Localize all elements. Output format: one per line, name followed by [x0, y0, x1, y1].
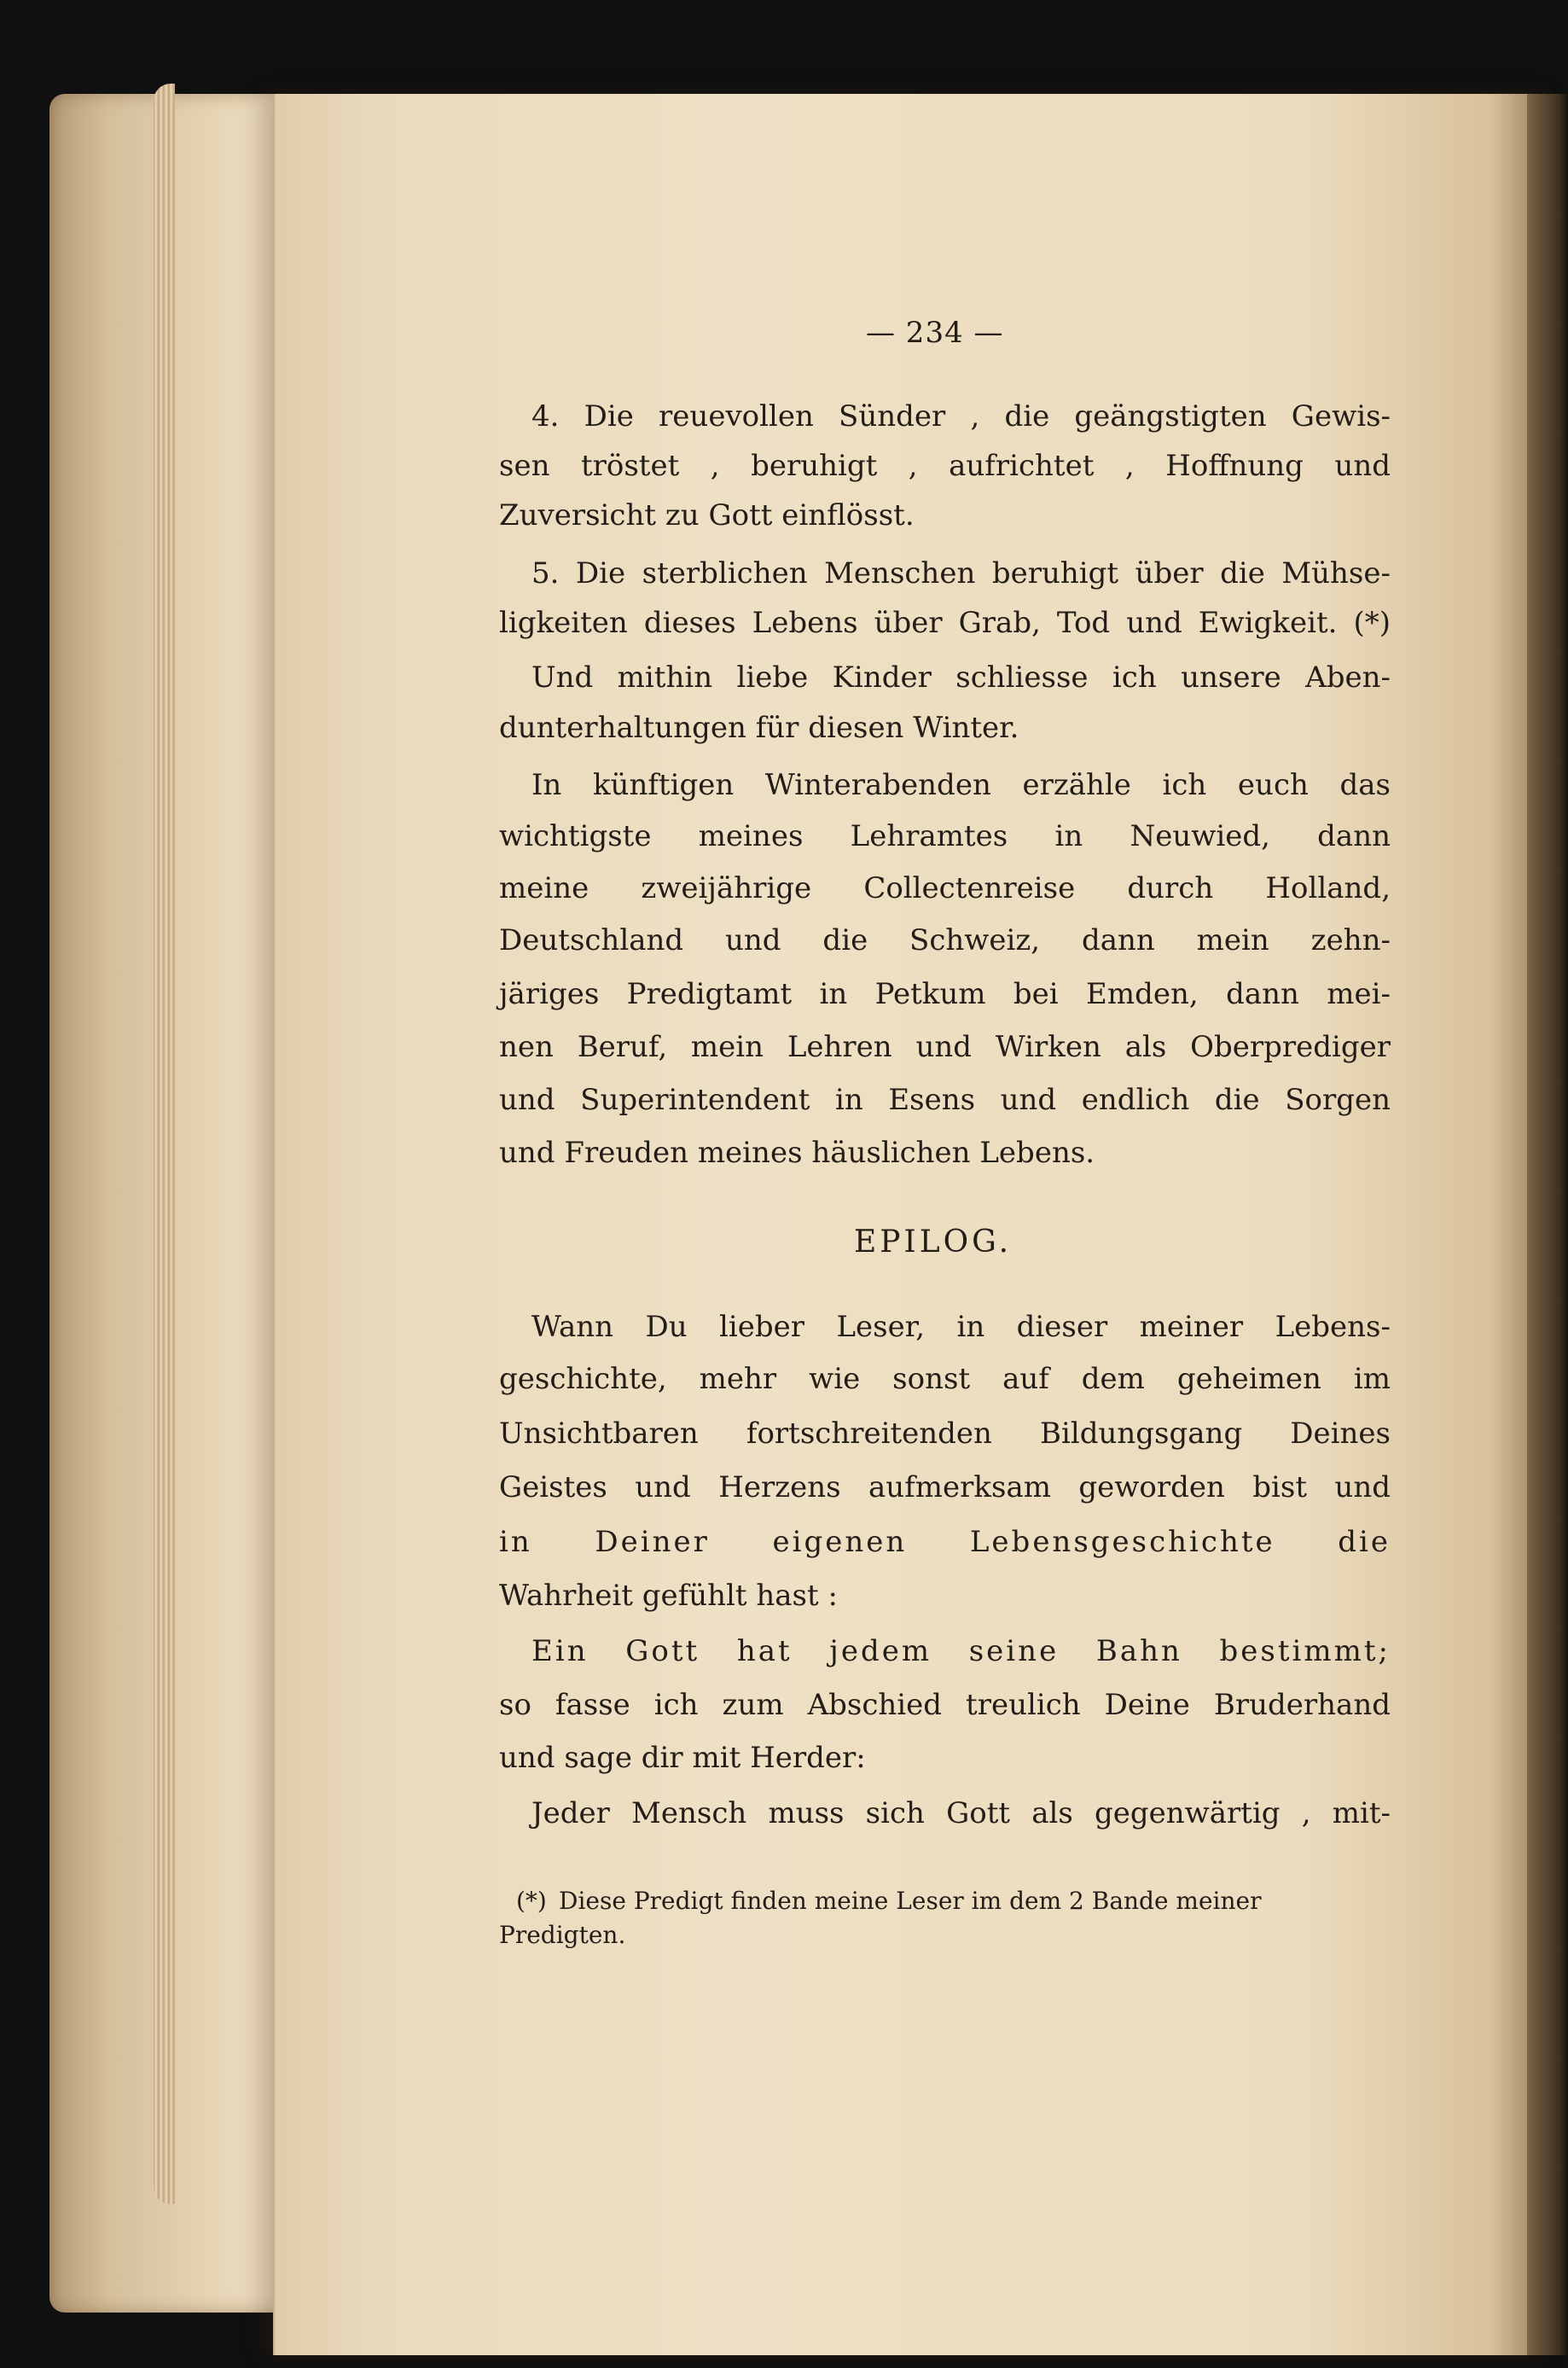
text-line-7: dunterhaltungen für diesen Winter. — [499, 711, 1019, 745]
text-line-1: 4. Die reuevollen Sünder , die geängstigten Gewis- — [531, 399, 1391, 433]
text-line-5: ligkeiten dieses Lebens über Grab, Tod und Ewigkeit. (*) — [499, 606, 1391, 640]
page-stack — [154, 84, 175, 2204]
epilog-line-7: Ein Gott hat jedem seine Bahn bestimmt; — [531, 1634, 1391, 1668]
text-line-4: 5. Die sterblichen Menschen beruhigt über die Mühse- — [531, 556, 1391, 591]
footnote-line-2: Predigten. — [499, 1921, 626, 1949]
text-line-11: Deutschland und die Schweiz, dann mein zehn- — [499, 923, 1391, 957]
epilog-line-4: Geistes und Herzens aufmerksam geworden bist und — [499, 1470, 1391, 1504]
text-line-6: Und mithin liebe Kinder schliesse ich unsere Aben- — [531, 660, 1391, 695]
text-line-3: Zuversicht zu Gott einflösst. — [499, 498, 915, 532]
text-line-2: sen tröstet , beruhigt , aufrichtet , Hoffnung und — [499, 449, 1391, 483]
epilog-line-10: Jeder Mensch muss sich Gott als gegenwärtig , mit- — [531, 1796, 1391, 1830]
text-line-15: und Freuden meines häuslichen Lebens. — [499, 1136, 1095, 1170]
epilog-heading: EPILOG. — [854, 1225, 1013, 1260]
epilog-line-2: geschichte, mehr wie sonst auf dem geheimen im — [499, 1362, 1391, 1396]
epilog-line-9: und sage dir mit Herder: — [499, 1741, 866, 1775]
text-line-14: und Superintendent in Esens und endlich die Sorgen — [499, 1083, 1391, 1117]
page-number: — 234 — — [866, 316, 1004, 350]
epilog-line-6: Wahrheit gefühlt hast : — [499, 1579, 838, 1613]
text-line-8: In künftigen Winterabenden erzähle ich euch das — [531, 768, 1391, 802]
footnote-line-1: Diese Predigt finden meine Leser im dem 2 Bande meiner — [559, 1887, 1262, 1915]
text-line-9: wichtigste meines Lehramtes in Neuwied, dann — [499, 819, 1391, 853]
text-line-13: nen Beruf, mein Lehren und Wirken als Oberprediger — [499, 1030, 1391, 1064]
footnote-mark: (*) — [516, 1887, 547, 1915]
epilog-line-8: so fasse ich zum Abschied treulich Deine Bruderhand — [499, 1688, 1391, 1722]
right-binding-shadow — [1527, 94, 1568, 2355]
epilog-line-1: Wann Du lieber Leser, in dieser meiner Lebens- — [531, 1310, 1391, 1344]
epilog-line-3: Unsichtbaren fortschreitenden Bildungsgang Deines — [499, 1417, 1391, 1451]
text-line-12: järiges Predigtamt in Petkum bei Emden, dann mei- — [499, 977, 1391, 1011]
text-line-10: meine zweijährige Collectenreise durch Holland, — [499, 871, 1391, 905]
epilog-line-5: in Deiner eigenen Lebensgeschichte die — [499, 1525, 1391, 1559]
